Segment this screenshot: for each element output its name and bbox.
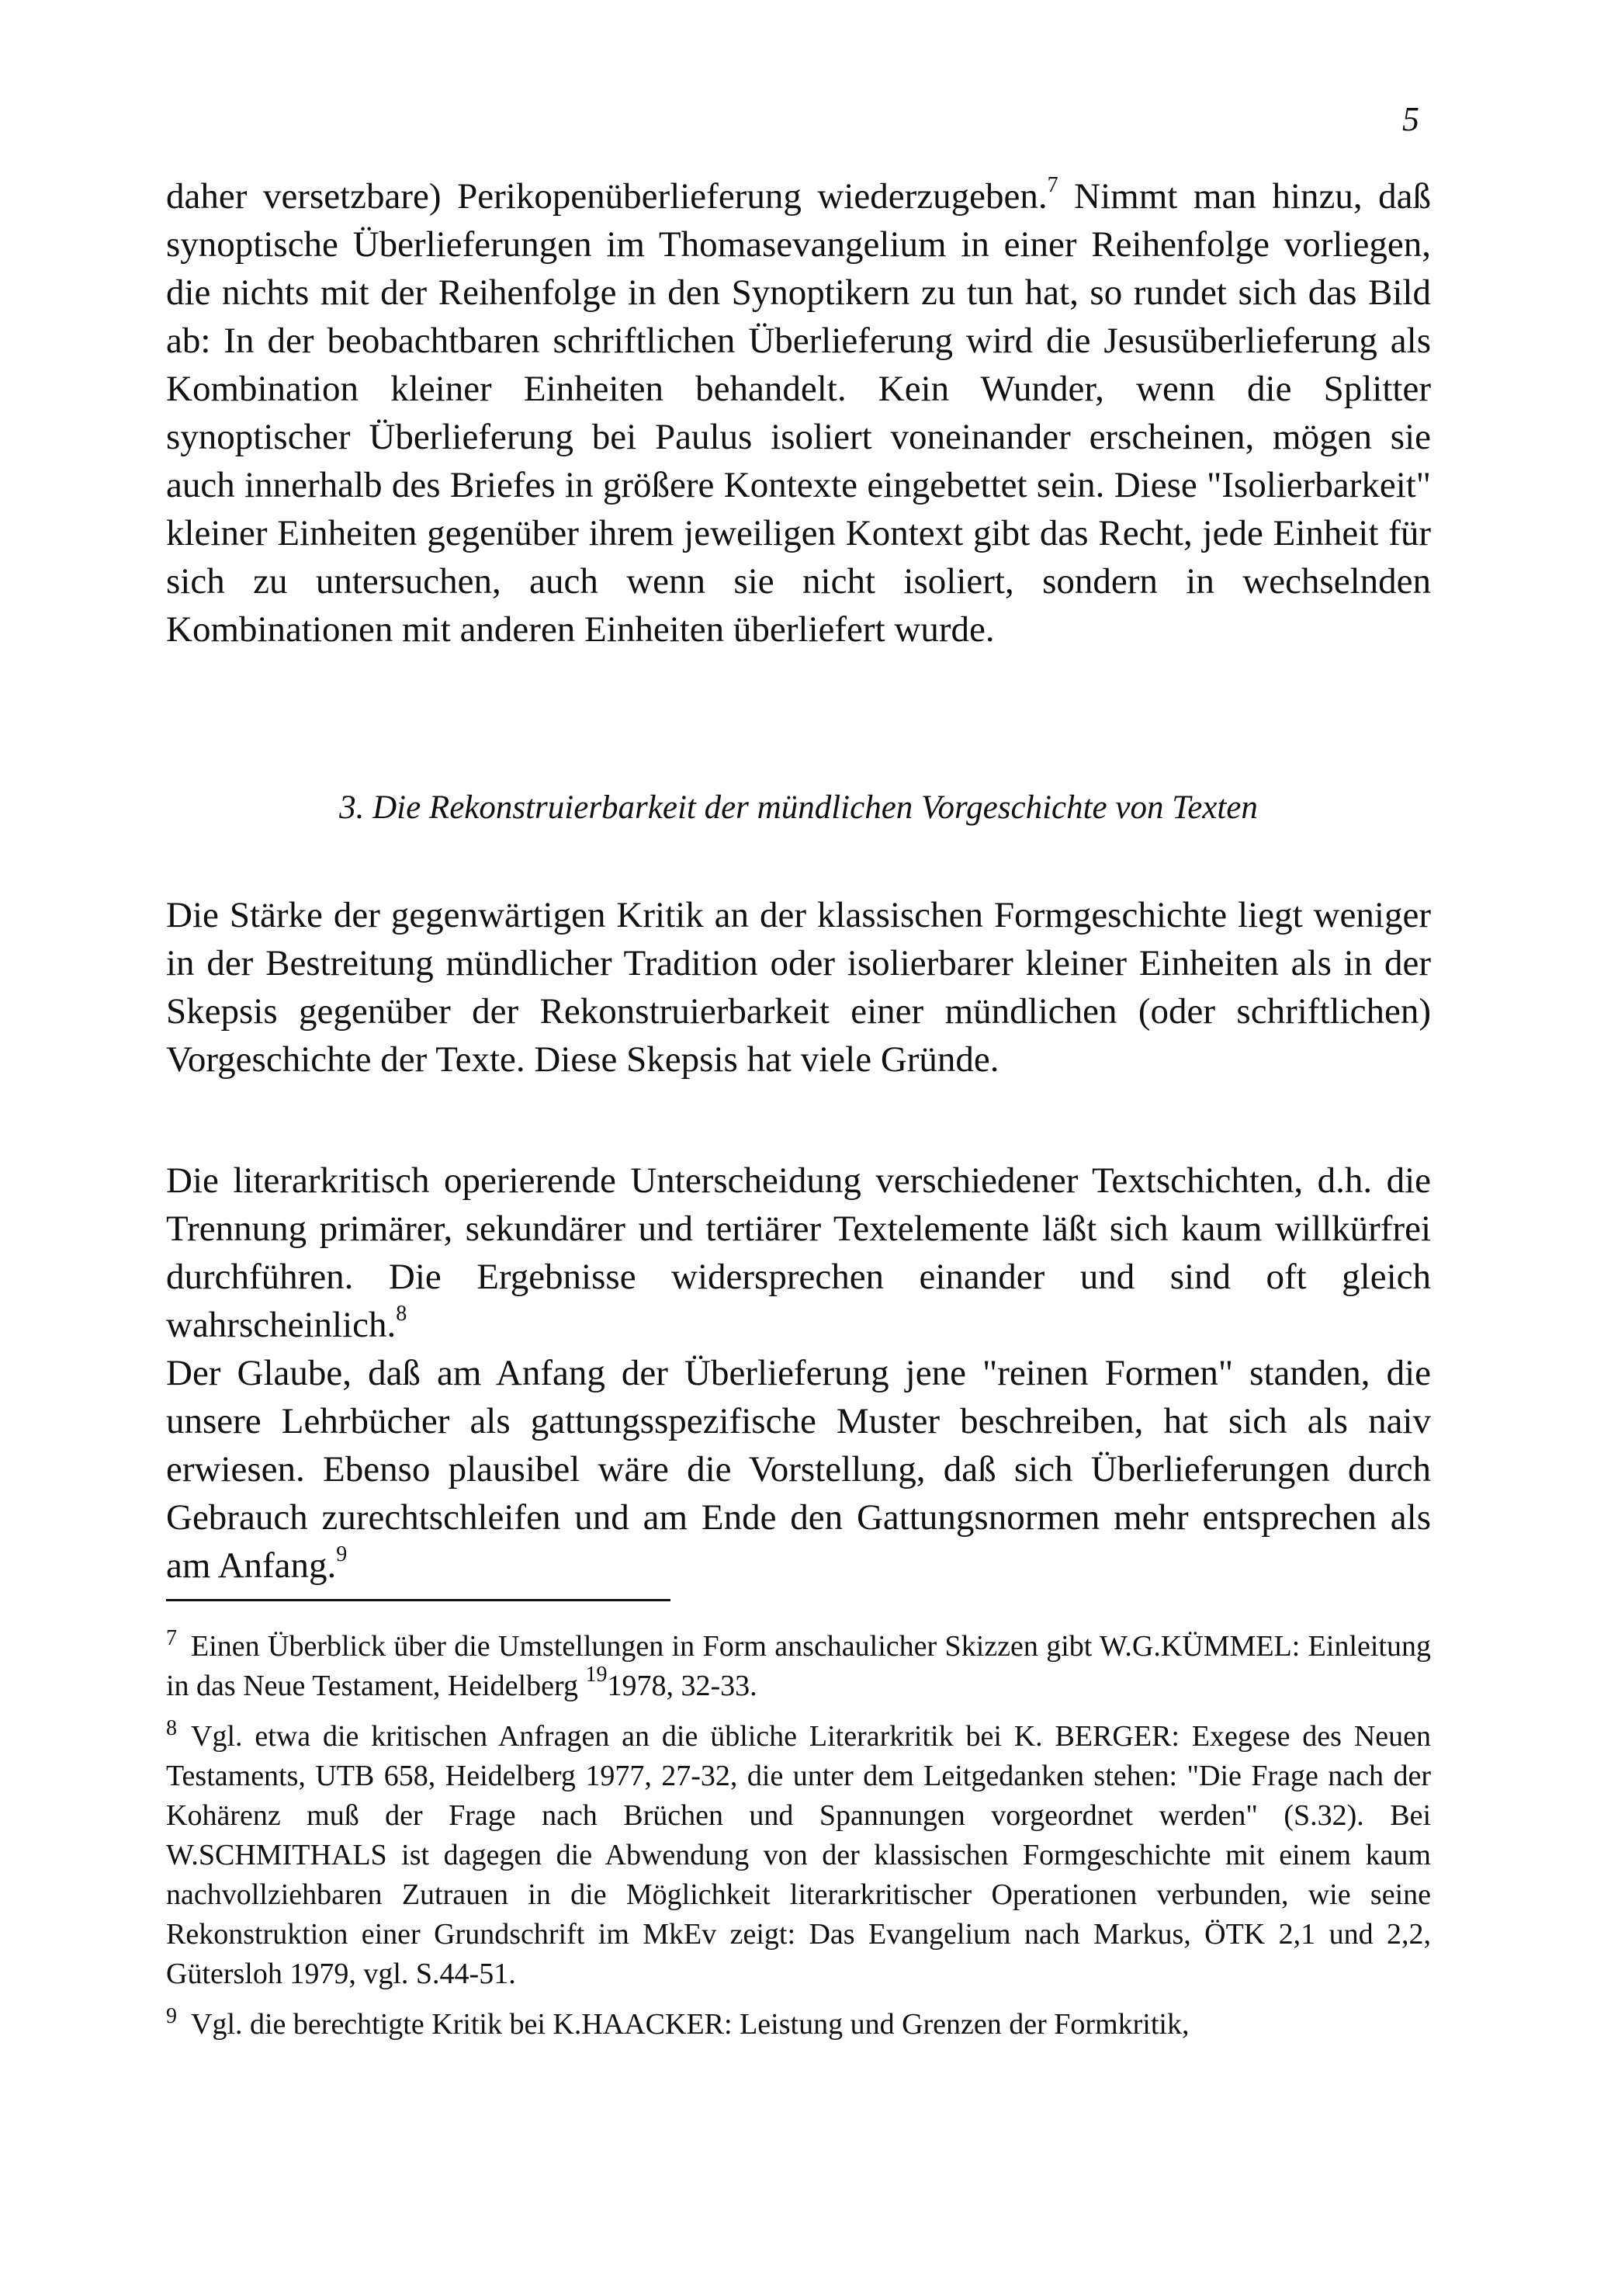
paragraph-text: Die Stärke der gegenwärtigen Kritik an der klassischen Formgeschichte liegt weniger in der Bestreitung mündlicher Tradition oder isolierbarer kleiner Einheiten als in der Skepsis gegenüber der Rekonstruierbarkeit einer mündlichen (oder schriftlichen) Vorgeschichte der Texte. Diese Skepsis hat viele Gründe.	[166, 895, 1431, 1080]
paragraph-body	[166, 1349, 1431, 1590]
paragraph	[166, 172, 1431, 654]
paragraph-text: Der Glaube, daß am Anfang der Überlieferung jene "reinen Formen" standen, die unsere Lehrbücher als gattungsspezifische Muster beschreiben, hat sich als naiv erwiesen. Ebenso plausibel wäre die Vorstellung, daß sich Überlieferungen durch Gebrauch zurechtschleifen und am Ende den Gattungsnormen mehr entsprechen als am Anfang.	[166, 1353, 1431, 1586]
footnote-ref-8[interactable]: 8	[396, 1302, 407, 1327]
section-heading: 3. Die Rekonstruierbarkeit der mündlichen Vorgeschichte von Texten	[339, 789, 1258, 826]
footnote-ref-9[interactable]: 9	[336, 1542, 348, 1567]
footnote-text: Vgl. die berechtigte Kritik bei K.HAACKER: Leistung und Grenzen der Formkritik,	[191, 2008, 1190, 2041]
footnote-number: 8	[166, 1716, 177, 1741]
paragraph	[166, 1349, 1431, 1590]
footnote-number: 9	[166, 2004, 177, 2029]
paragraph-text-tail: Nimmt man hinzu, daß synoptische Überlieferungen im Thomasevangelium in einer Reihenfolge vorliegen, die nichts mit der Reihenfolge in den Synoptikern zu tun hat, so rundet sich das Bild ab: In der beobachtbaren schriftlichen Überlieferung wird die Jesusüberlieferung als Kombination kleiner Einheiten behandelt. Kein Wunder, wenn die Splitter synoptischer Überlieferung bei Paulus isoliert voneinander erscheinen, mögen sie auch innerhalb des Briefes in größere Kontexte eingebettet sein. Diese "Isolierbarkeit" kleiner Einheiten gegenüber ihrem jeweiligen Kontext gibt das Recht, jede Einheit für sich zu untersuchen, auch wenn sie nicht isoliert, sondern in wechselnden Kombinationen mit anderen Einheiten überliefert wurde.	[166, 176, 1431, 650]
footnote-text-tail: 1978, 32-33.	[607, 1670, 757, 1702]
footnote-9	[166, 2005, 1431, 2045]
paragraph-text: daher versetzbare) Perikopenüberlieferung wiederzugeben.	[166, 176, 1048, 217]
paragraph	[166, 1157, 1431, 1349]
paragraph-continuation	[166, 172, 1431, 654]
footnotes	[166, 1627, 1431, 2055]
paragraph	[166, 891, 1431, 1084]
footnote-8	[166, 1717, 1431, 1994]
paragraph-body	[166, 1157, 1431, 1349]
footnote-text: Einen Überblick über die Umstellungen in Form anschaulicher Skizzen gibt W.G.KÜMMEL: Einleitung in das Neue Testament, Heidelberg	[166, 1630, 1431, 1702]
edition-superscript: 19	[585, 1663, 608, 1687]
paragraph-text: Die literarkritisch operierende Unterscheidung verschiedener Textschichten, d.h. die Trennung primärer, sekundärer und tertiärer Textelemente läßt sich kaum willkürfrei durchführen. Die Ergebnisse widersprechen einander und sind oft gleich wahrscheinlich.	[166, 1160, 1431, 1345]
footnote-text: Vgl. etwa die kritischen Anfragen an die übliche Literarkritik bei K. BERGER: Exegese des Neuen Testaments, UTB 658, Heidelberg 1977, 27-32, die unter dem Leitgedanken stehen: "Die Frage nach der Kohärenz muß der Frage nach Brüchen und Spannungen vorgeordnet werden" (S.32). Bei W.SCHMITHALS ist dagegen die Abwendung von der klassischen Formgeschichte mit einem kaum nachvollziehbaren Zutrauen in die Möglichkeit literarkritischer Operationen verbunden, wie seine Rekonstruktion einer Grundschrift im MkEv zeigt: Das Evangelium nach Markus, ÖTK 2,1 und 2,2, Gütersloh 1979, vgl. S.44-51.	[166, 1720, 1431, 1990]
footnote-7	[166, 1627, 1431, 1706]
page-number: 5	[1402, 100, 1419, 138]
footnote-ref-7[interactable]: 7	[1047, 173, 1058, 198]
footnote-number: 7	[166, 1626, 177, 1651]
footnote-divider	[166, 1599, 670, 1601]
